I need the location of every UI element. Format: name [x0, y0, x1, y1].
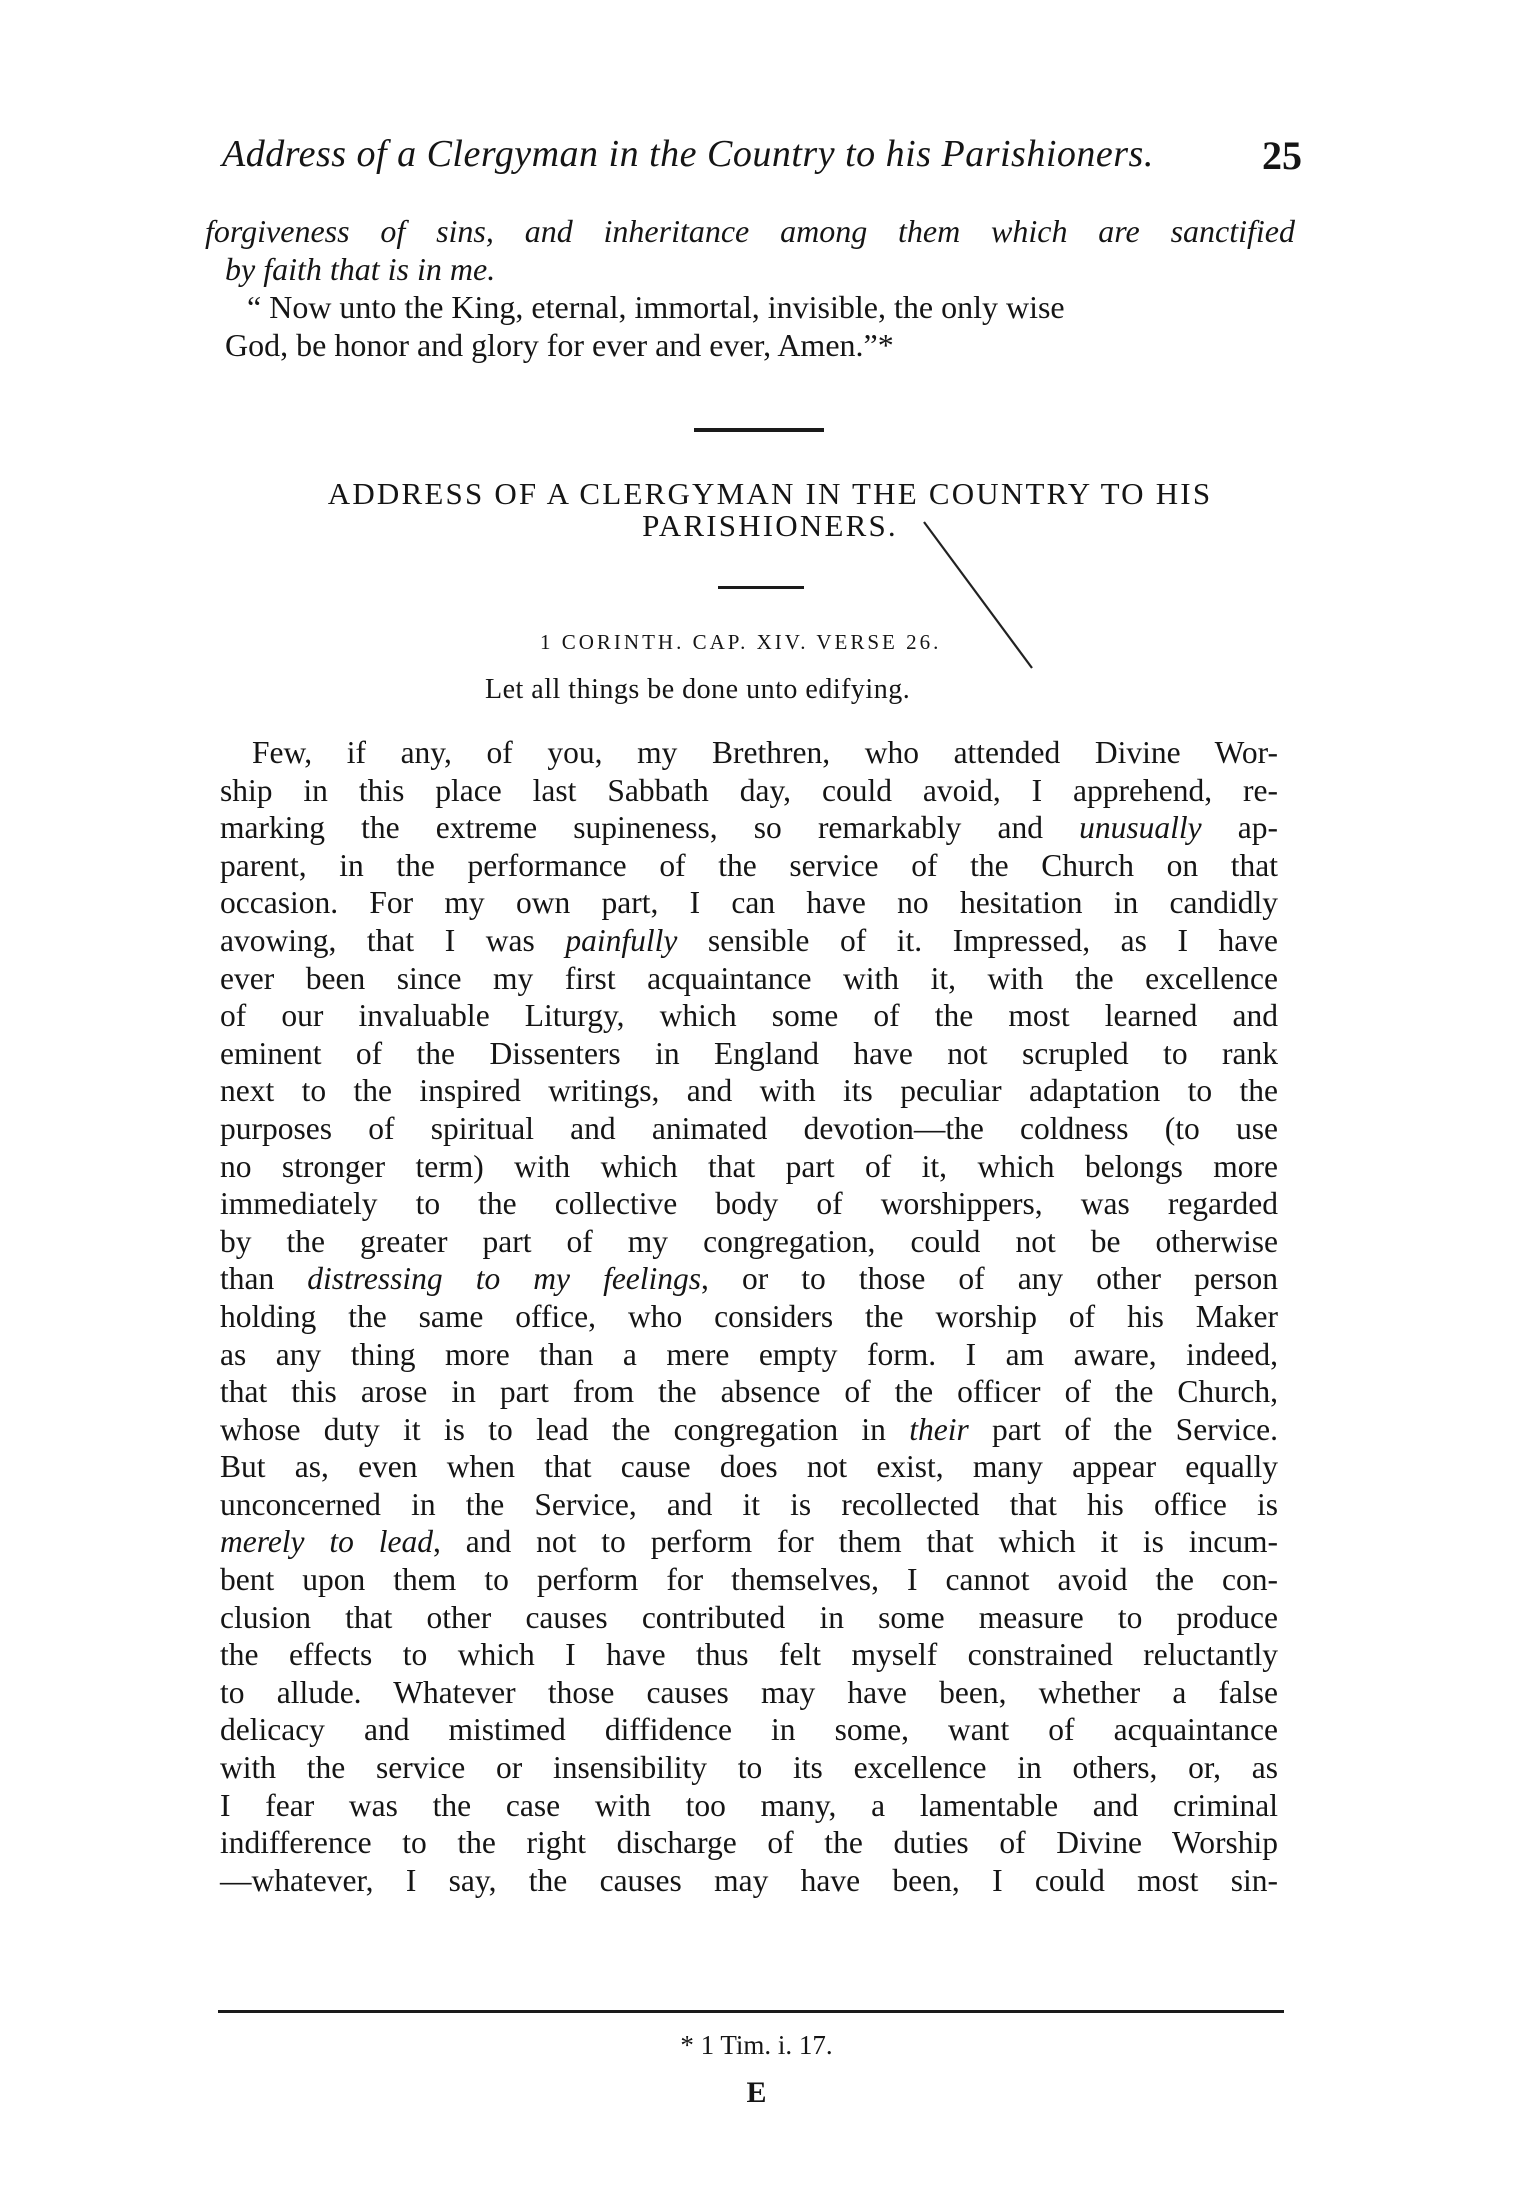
- body-line: occasion. For my own part, I can have no hesitation in candidly: [220, 885, 1278, 921]
- text-line: by faith that is in me.: [225, 251, 496, 287]
- section-divider-rule: [694, 428, 824, 432]
- scripture-reference: 1 CORINTH. CAP. XIV. VERSE 26.: [540, 630, 942, 654]
- body-line: But as, even when that cause does not exist, many appear equally: [220, 1449, 1278, 1485]
- page-number: 25: [1262, 133, 1302, 178]
- body-line: by the greater part of my congregation, could not be otherwise: [220, 1223, 1278, 1259]
- body-line: marking the extreme supineness, so remarkably and unusually ap-: [220, 810, 1278, 846]
- body-line: ever been since my first acquaintance with it, with the excellence: [220, 960, 1278, 996]
- body-line: avowing, that I was painfully sensible of it. Impressed, as I have: [220, 922, 1278, 958]
- body-line: purposes of spiritual and animated devotion—the coldness (to use: [220, 1110, 1278, 1146]
- body-line: as any thing more than a mere empty form. I am aware, indeed,: [220, 1336, 1278, 1372]
- text-line: forgiveness of sins, and inheritance among them which are sanctified: [205, 213, 1295, 249]
- text-line: “ Now unto the King, eternal, immortal, invisible, the only wise: [247, 289, 1065, 325]
- body-line: delicacy and mistimed diffidence in some, want of acquaintance: [220, 1712, 1278, 1748]
- section-title-line: ADDRESS OF A CLERGYMAN IN THE COUNTRY TO HIS: [327, 476, 1213, 511]
- body-line: with the service or insensibility to its excellence in others, or, as: [220, 1750, 1278, 1786]
- title-divider-rule: [718, 586, 804, 589]
- body-line: bent upon them to perform for themselves, I cannot avoid the con-: [220, 1562, 1278, 1598]
- running-title: Address of a Clergyman in the Country to his Parishioners.: [222, 133, 1154, 175]
- body-line: holding the same office, who considers the worship of his Maker: [220, 1298, 1278, 1334]
- body-line: unconcerned in the Service, and it is recollected that his office is: [220, 1486, 1278, 1522]
- body-line: that this arose in part from the absence of the officer of the Church,: [220, 1374, 1278, 1410]
- body-line: parent, in the performance of the service of the Church on that: [220, 847, 1278, 883]
- body-line: than distressing to my feelings, or to those of any other person: [220, 1261, 1279, 1297]
- running-head: [222, 132, 1302, 182]
- previous-section-ending: [205, 212, 1295, 364]
- scripture-text: Let all things be done unto edifying.: [485, 674, 911, 705]
- body-line: eminent of the Dissenters in England have not scrupled to rank: [220, 1035, 1278, 1071]
- text-line: God, be honor and glory for ever and ever, Amen.”*: [225, 327, 894, 363]
- body-line: no stronger term) with which that part of it, which belongs more: [220, 1148, 1278, 1184]
- body-line: whose duty it is to lead the congregation in their part of the Service.: [220, 1411, 1278, 1447]
- body-line: —whatever, I say, the causes may have been, I could most sin-: [220, 1862, 1278, 1898]
- body-line: to allude. Whatever those causes may have been, whether a false: [220, 1674, 1278, 1710]
- body-line: the effects to which I have thus felt myself constrained reluctantly: [220, 1637, 1278, 1673]
- footnote-rule: [218, 2010, 1284, 2013]
- signature-mark: E: [746, 2076, 767, 2109]
- body-line: of our invaluable Liturgy, which some of the most learned and: [220, 998, 1278, 1034]
- body-line: I fear was the case with too many, a lamentable and criminal: [220, 1787, 1278, 1823]
- section-title: [260, 478, 1280, 542]
- body-line: next to the inspired writings, and with its peculiar adaptation to the: [220, 1073, 1278, 1109]
- footnote: * 1 Tim. i. 17.: [680, 2030, 833, 2060]
- body-line: Few, if any, of you, my Brethren, who attended Divine Wor-: [252, 735, 1278, 770]
- body-line: indifference to the right discharge of the duties of Divine Worship: [220, 1825, 1278, 1861]
- body-line: clusion that other causes contributed in some measure to produce: [220, 1599, 1278, 1635]
- body-line: immediately to the collective body of worshippers, was regarded: [220, 1186, 1278, 1222]
- section-title-line: PARISHIONERS.: [642, 508, 898, 543]
- body-text: [220, 734, 1278, 1899]
- body-line: ship in this place last Sabbath day, could avoid, I apprehend, re-: [220, 772, 1278, 808]
- body-line: merely to lead, and not to perform for them that which it is incum-: [220, 1524, 1278, 1560]
